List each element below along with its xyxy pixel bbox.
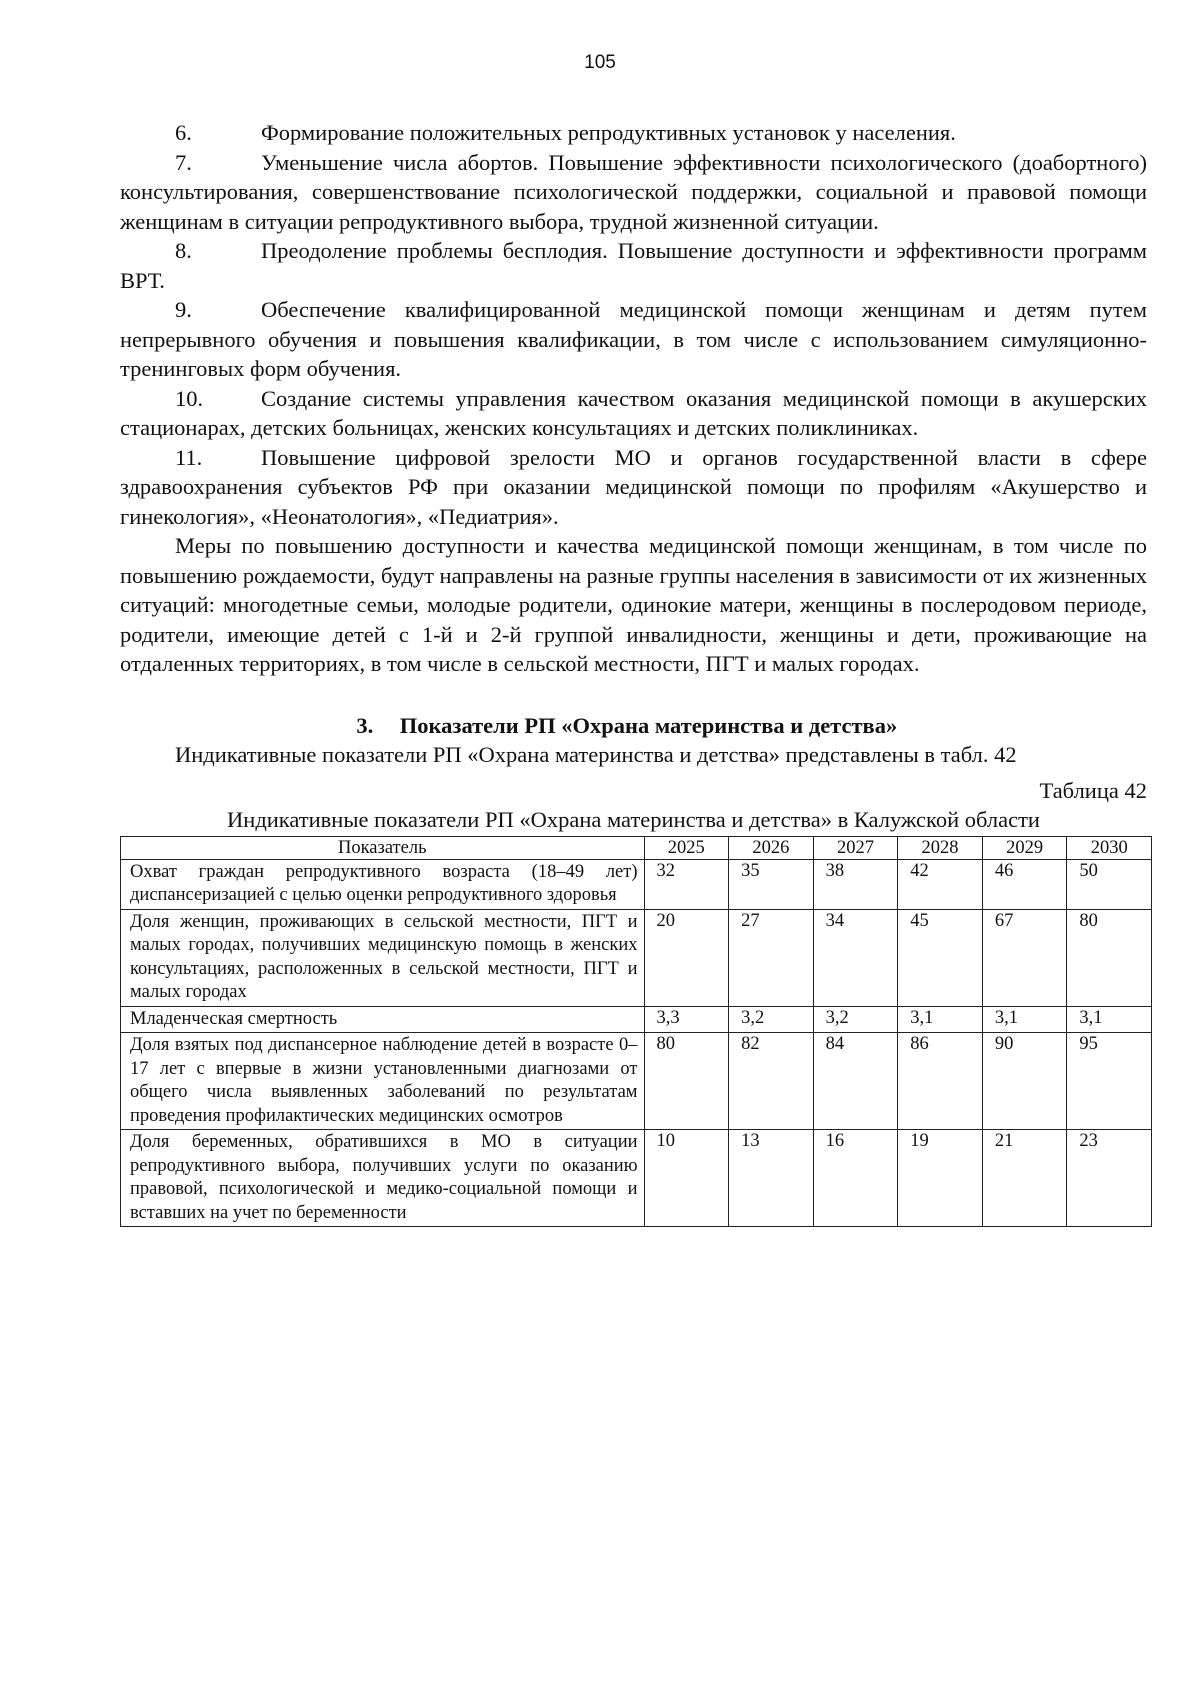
list-item xyxy=(120,443,1147,532)
table-row xyxy=(121,859,1152,909)
table-row xyxy=(121,909,1152,1006)
indicator-name: Доля взятых под диспансерное наблюдение детей в возрасте 0–17 лет с впервые в жизни установленными диагнозами от общего числа выявленных заболеваний по результатам проведения профилактических медицинских осмотров xyxy=(121,1033,645,1130)
indicator-value: 82 xyxy=(729,1033,814,1130)
indicator-value: 23 xyxy=(1067,1130,1152,1227)
list-item-text: Уменьшение числа абортов. Повышение эффективности психологического (доабортного) консультирования, совершенствование психологической поддержки, социальной и правовой помощи женщинам в ситуации репродуктивного выбора, трудной жизненной ситуации. xyxy=(120,149,1147,234)
indicator-value: 3,3 xyxy=(644,1006,729,1033)
indicator-value: 32 xyxy=(644,859,729,909)
section-intro: Индикативные показатели РП «Охрана материнства и детства» представлены в табл. 42 xyxy=(175,742,1017,767)
section-title: Показатели РП «Охрана материнства и детства» xyxy=(399,712,898,738)
section-number: 3. xyxy=(356,712,374,738)
indicator-value: 95 xyxy=(1067,1033,1152,1130)
indicator-value: 46 xyxy=(982,859,1067,909)
indicator-value: 3,2 xyxy=(729,1006,814,1033)
list-item-text: Повышение цифровой зрелости МО и органов государственной власти в сфере здравоохранения субъектов РФ при оказании медицинской помощи по профилям «Акушерство и гинекология», «Неонатология», «Педиатрия». xyxy=(120,444,1147,529)
indicator-value: 3,2 xyxy=(813,1006,898,1033)
list-item xyxy=(120,295,1147,384)
header-year: 2025 xyxy=(644,836,729,859)
indicator-name: Охват граждан репродуктивного возраста (18–49 лет) диспансеризацией с целью оценки репродуктивного здоровья xyxy=(121,859,645,909)
indicator-value: 35 xyxy=(729,859,814,909)
indicator-value: 13 xyxy=(729,1130,814,1227)
table-header-row xyxy=(121,836,1152,859)
page-number: 105 xyxy=(584,52,616,73)
list-item-text: Преодоление проблемы бесплодия. Повышение доступности и эффективности программ ВРТ. xyxy=(120,238,1147,293)
header-year: 2027 xyxy=(813,836,898,859)
header-year: 2030 xyxy=(1067,836,1152,859)
indicator-value: 3,1 xyxy=(982,1006,1067,1033)
list-item-number: 6. xyxy=(175,120,192,145)
indicator-value: 19 xyxy=(898,1130,983,1227)
table-row xyxy=(121,1130,1152,1227)
indicator-value: 90 xyxy=(982,1033,1067,1130)
indicator-value: 42 xyxy=(898,859,983,909)
indicator-name: Доля беременных, обратившихся в МО в ситуации репродуктивного выбора, получивших услуги по оказанию правовой, психологической и медико-социальной помощи и вставших на учет по беременности xyxy=(121,1130,645,1227)
list-item-number: 11. xyxy=(175,444,203,470)
indicators-table xyxy=(120,836,1152,1228)
indicator-value: 21 xyxy=(982,1130,1067,1227)
list-item-text: Обеспечение квалифицированной медицинской помощи женщинам и детям путем непрерывного обучения и повышения квалификации, в том числе с использованием симуляционно-тренинговых форм обучения. xyxy=(120,297,1147,381)
list-item xyxy=(120,384,1147,443)
indicator-value: 80 xyxy=(644,1033,729,1130)
section-heading xyxy=(120,711,1147,741)
header-year: 2029 xyxy=(982,836,1067,859)
list-item xyxy=(120,236,1147,295)
list-item xyxy=(120,118,1147,148)
header-indicator: Показатель xyxy=(121,836,645,859)
list-item-number: 10. xyxy=(175,385,204,411)
indicator-value: 38 xyxy=(813,859,898,909)
indicator-value: 50 xyxy=(1067,859,1152,909)
header-year: 2028 xyxy=(898,836,983,859)
list-item xyxy=(120,148,1147,237)
list-item-number: 7. xyxy=(175,149,192,175)
table-row xyxy=(121,1033,1152,1130)
indicator-value: 67 xyxy=(982,909,1067,1006)
list-item-text: Создание системы управления качеством оказания медицинской помощи в акушерских стационарах, детских больницах, женских консультациях и детских поликлиниках. xyxy=(120,385,1147,440)
table-row xyxy=(121,1006,1152,1033)
indicator-name: Доля женщин, проживающих в сельской местности, ПГТ и малых городах, получивших медицинскую помощь в женских консультациях, расположенных в сельской местности, ПГТ и малых городах xyxy=(121,909,645,1006)
list-item-number: 8. xyxy=(175,238,192,263)
document-body xyxy=(120,118,1147,1227)
header-year: 2026 xyxy=(729,836,814,859)
indicator-value: 3,1 xyxy=(898,1006,983,1033)
indicator-value: 84 xyxy=(813,1033,898,1130)
indicator-value: 80 xyxy=(1067,909,1152,1006)
list-item-text: Формирование положительных репродуктивных установок у населения. xyxy=(261,120,956,145)
indicator-value: 27 xyxy=(729,909,814,1006)
indicator-value: 86 xyxy=(898,1033,983,1130)
indicator-value: 20 xyxy=(644,909,729,1006)
indicator-name: Младенческая смертность xyxy=(121,1006,645,1033)
measures-paragraph: Меры по повышению доступности и качества медицинской помощи женщинам, в том числе по повышению рождаемости, будут направлены на разные группы населения в зависимости от их жизненных ситуаций: многодетные семьи, молодые родители, одинокие матери, женщины в послеродовом периоде, родители, имеющие детей с 1-й и 2-й группой инвалидности, женщины и дети, проживающие на отдаленных территориях, в том числе в сельской местности, ПГТ и малых городах. xyxy=(120,533,1147,676)
list-item-number: 9. xyxy=(175,297,192,322)
table-caption: Индикативные показатели РП «Охрана материнства и детства» в Калужской области xyxy=(227,807,1040,832)
indicator-value: 10 xyxy=(644,1130,729,1227)
indicator-value: 16 xyxy=(813,1130,898,1227)
indicator-value: 3,1 xyxy=(1067,1006,1152,1033)
indicator-value: 34 xyxy=(813,909,898,1006)
table-label: Таблица 42 xyxy=(1039,777,1147,803)
indicator-value: 45 xyxy=(898,909,983,1006)
